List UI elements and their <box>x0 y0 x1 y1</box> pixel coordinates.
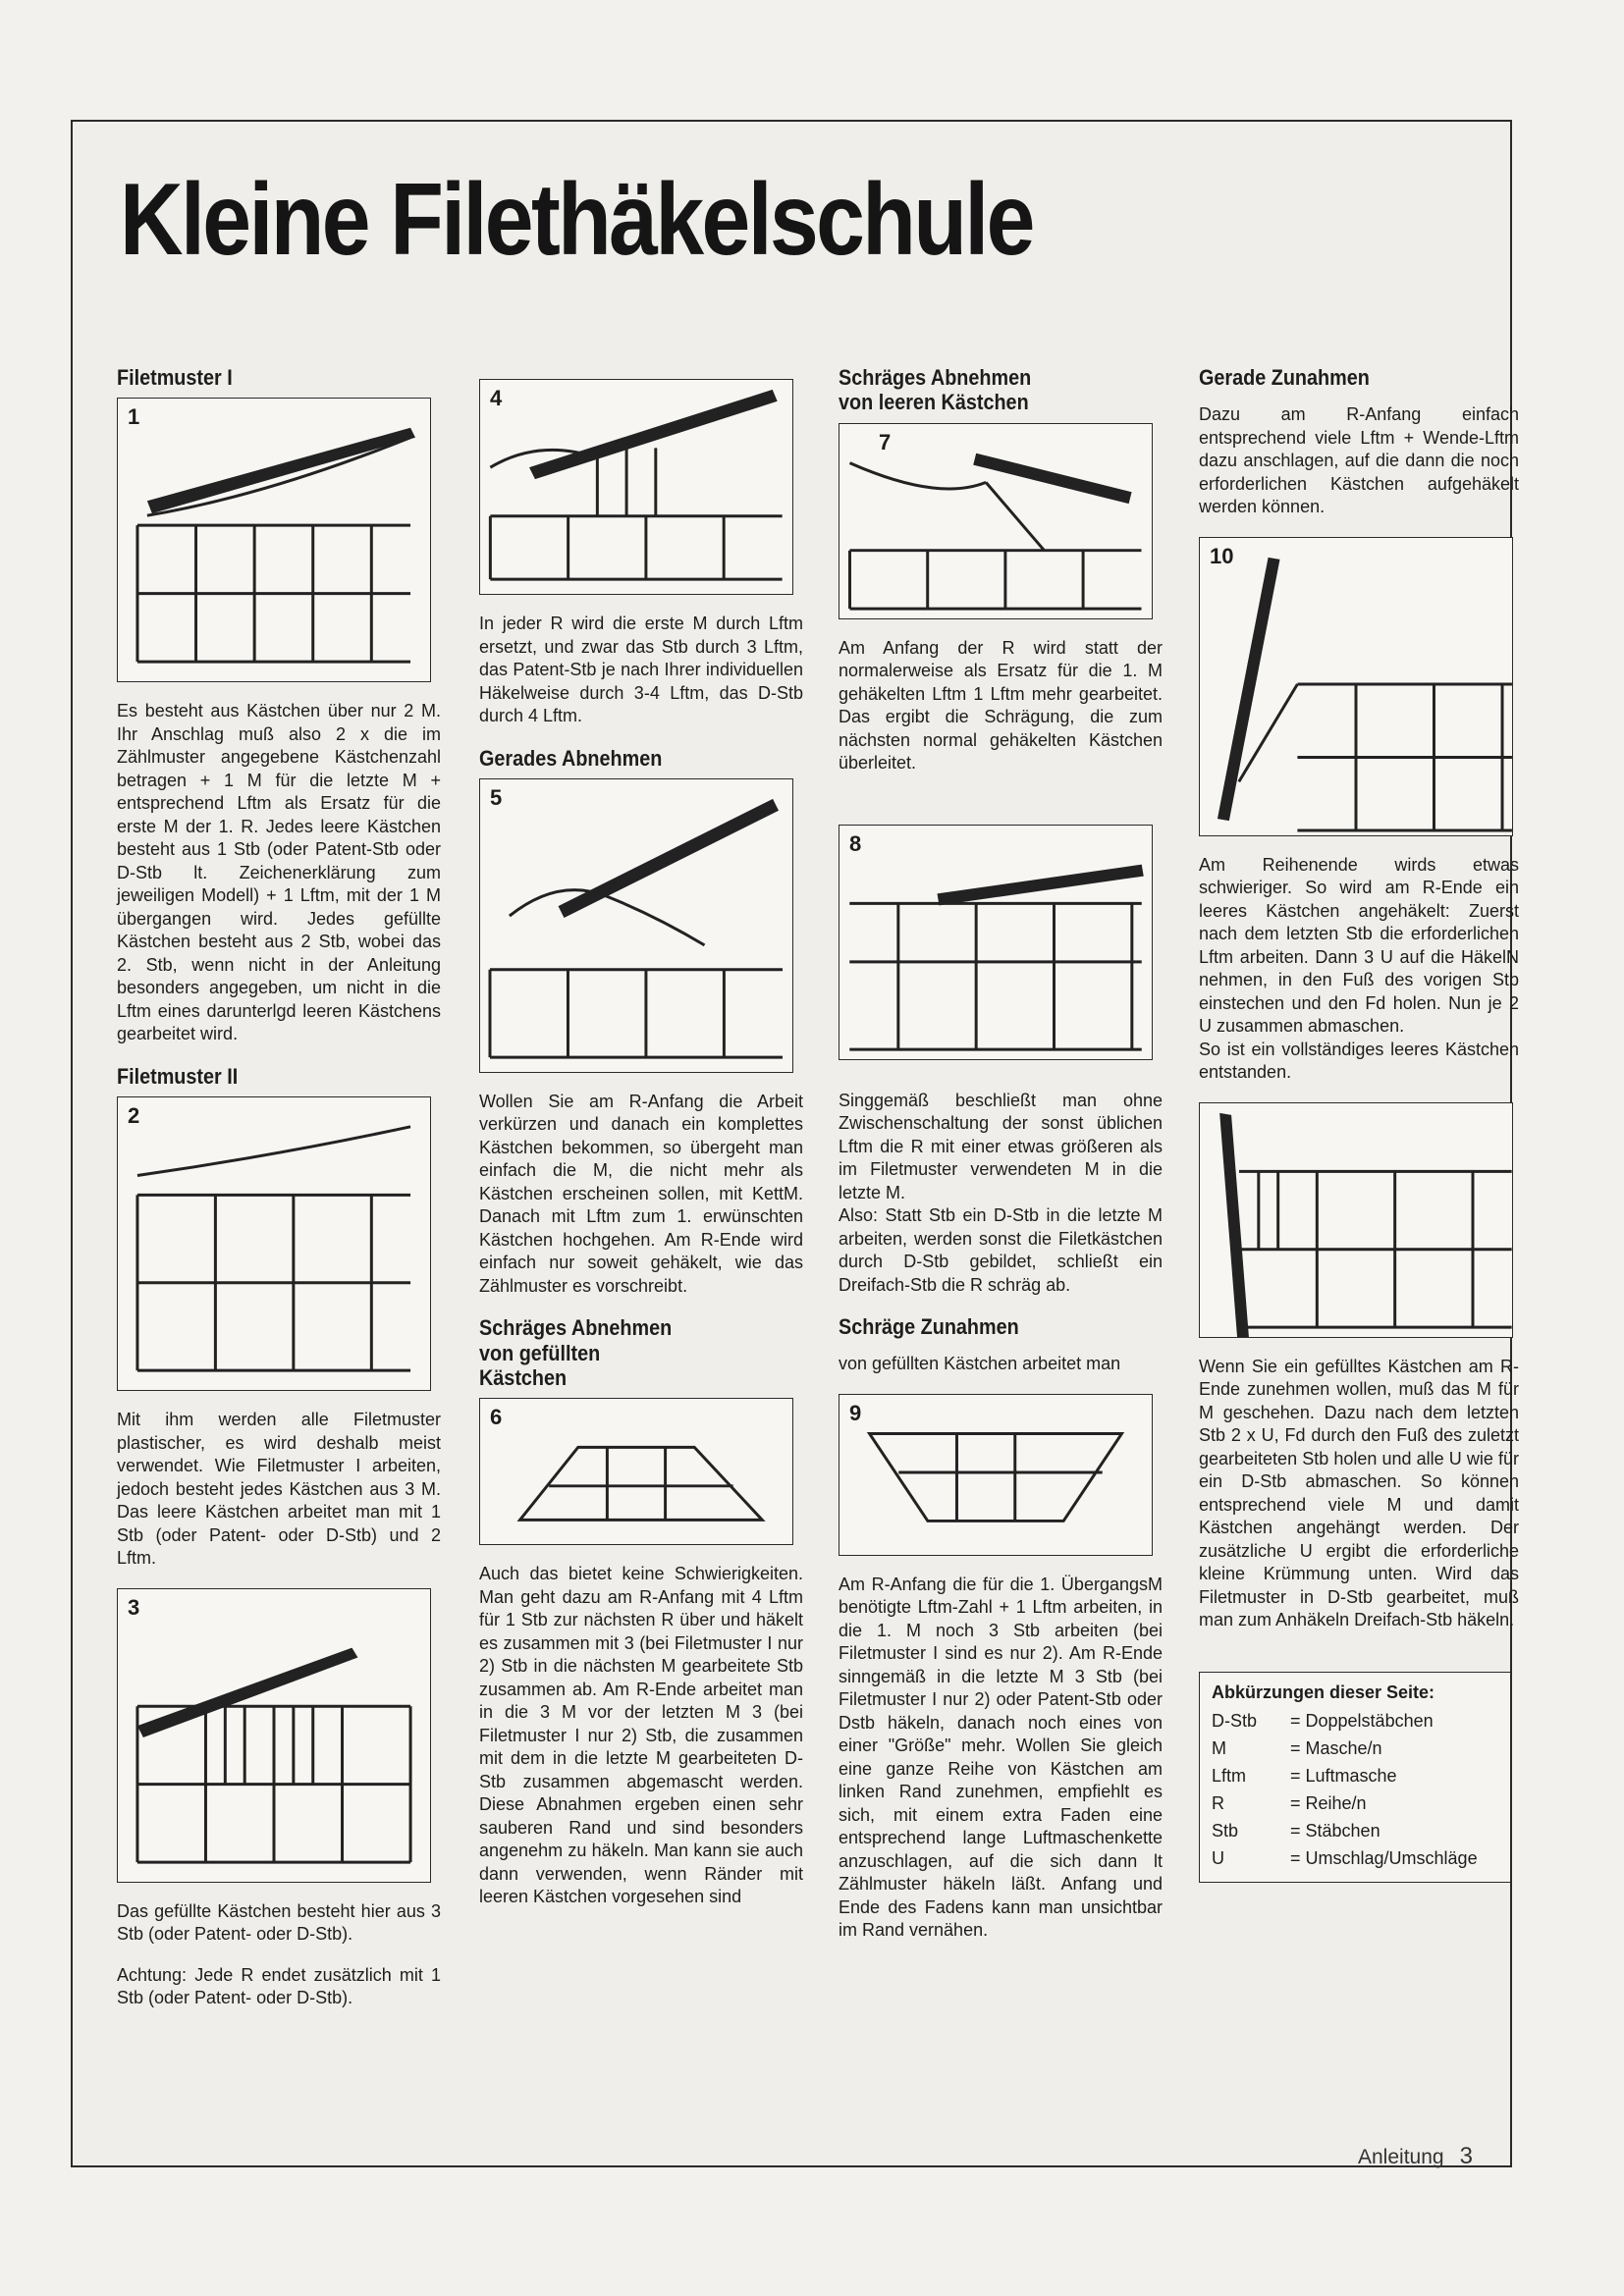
figure-5 <box>479 778 793 1073</box>
figure-number: 3 <box>128 1594 140 1620</box>
figure-7 <box>839 423 1153 619</box>
column-3 <box>839 365 1163 1943</box>
figure-number: 5 <box>490 784 503 810</box>
figure-10 <box>1199 537 1513 836</box>
text-gerades-abnehmen: Wollen Sie am R-Anfang die Arbeit verkürzen und danach ein komplettes Kästchen bekommen, so übergeht man einfach die M, die nicht mehr als Kästchen erscheinen sollen, mit KettM. Danach mit Lftm zum 1. erwünschten Kästchen hochgehen. Am R-Ende wird einfach nur soweit gehäkelt, wie das Zählmuster es vorschreibt. <box>479 1091 803 1296</box>
crochet-decrease-illustration <box>480 779 792 1072</box>
crochet-row-start-illustration <box>480 380 792 594</box>
text-reihenende: Am Reihenende wirds etwas schwieriger. So wird am R-Ende ein leeres Kästchen angehäkelt: Zuerst nach dem letzten Stb die erforderlichen Lftm arbeiten. Dann 3 U auf die HäkelN nehmen, in den Fuß des vorigen Stb einstechen und den Fd holen. Nun je 2 U zusammen abmaschen. <box>1199 854 1519 1037</box>
text-row-start: In jeder R wird die erste M durch Lftm ersetzt, und zwar das Stb durch 3 Lftm, das Patent-Stb je nach Ihrer individuellen Häkelweise durch 3-4 Lftm, das D-Stb durch 4 Lftm. <box>479 614 803 725</box>
text-gerade-zunahmen: Dazu am R-Anfang einfach entsprechend viele Lftm + Wende-Lftm dazu anschlagen, auf die dann die noch erforderlichen Kästchen aufgehäkelt werden können. <box>1199 404 1519 517</box>
figure-11 <box>1199 1102 1513 1338</box>
text-row-end: Singgemäß beschließt man ohne Zwischenschaltung der sonst üblichen Lftm die R mit einer etwas größeren als im Filetmuster verwendeten M in die letzte M. <box>839 1090 1163 1202</box>
text-achtung: Achtung: Jede R endet zusätzlich mit 1 Stb (oder Patent- oder D-Stb). <box>117 1964 441 2008</box>
abbreviation-row: R = Reihe/n <box>1212 1792 1367 1813</box>
abbreviations-title: Abkürzungen dieser Seite: <box>1212 1682 1435 1702</box>
text-schraege-zunahmen-intro: von gefüllten Kästchen arbeitet man <box>839 1354 1121 1374</box>
crochet-row-end-illustration <box>839 826 1152 1059</box>
heading-schraege-zunahmen: Schräge Zunahmen <box>839 1314 1019 1340</box>
figure-number: 1 <box>128 404 140 430</box>
page-number: 3 <box>1459 2143 1473 2169</box>
text-filetmuster-1: Es besteht aus Kästchen über nur 2 M. Ihr Anschlag muß also 2 x die im Zählmuster angegebene Kästchenzahl betragen + 1 M für die letzte M + entsprechend Lftm als Ersatz für die erste M der 1. R. Jedes leere Kästchen besteht aus 1 Stb (oder Patent-Stb oder D-Stb lt. Zeichenerklärung zum jeweiligen Modell) + 1 Lftm, mit der 1 M übergangen wird. Jedes gefüllte Kästchen besteht aus 2 Stb, wobei das 2. Stb, wenn nicht in der Anleitung besonders angegeben, um nicht in die Lftm eines darunterlgd leeren Kästchens gearbeitet wird. <box>117 701 441 1044</box>
heading-filetmuster-2: Filetmuster II <box>117 1063 239 1089</box>
heading-filetmuster-1: Filetmuster I <box>117 365 233 390</box>
crochet-slant-decrease-illustration <box>480 1399 792 1544</box>
figure-8 <box>839 825 1153 1060</box>
crochet-increase-end-illustration <box>1200 538 1512 835</box>
crochet-filled-box-illustration <box>118 1589 430 1882</box>
column-1 <box>117 365 441 2010</box>
text-filetmuster-2: Mit ihm werden alle Filetmuster plastischer, es wird deshalb meist verwendet. Wie Filetmuster I arbeiten, jedoch besteht jedes Kästchen aus 3 M. Das leere Kästchen arbeitet man mit 1 Stb (oder Patent- oder D-Stb) und 2 Lftm. <box>117 1410 441 1569</box>
text-schraege-zunahmen: Am R-Anfang die für die 1. ÜbergangsM benötigte Lftm-Zahl + 1 Lftm arbeiten, in die 1. M noch 3 Stb arbeiten (bei Filetmuster I sind es nur 2). Am R-Ende sinngemäß in die letzte M 3 Stb (bei Filetmuster I nur 2) oder Patent-Stb oder Dstb häkeln, danach noch eines von einer "Größe" mehr. Wollen Sie gleich eine ganze Reihe von Kästchen am linken Rand zunehmen, empfiehlt es sich, mit einem extra Faden eine entsprechend lange Luftmaschenkette anzuschlagen, auf die sich dann lt Zählmuster häkeln läßt. Anfang und Ende des Fadens kann man unsichtbar im Rand vernähen. <box>839 1574 1163 1941</box>
abbreviation-row: D-Stb = Doppelstäbchen <box>1212 1710 1434 1731</box>
figure-9 <box>839 1394 1153 1556</box>
abbreviation-row: M = Masche/n <box>1212 1737 1382 1758</box>
column-2 <box>479 379 803 1909</box>
figure-number: 7 <box>879 429 892 454</box>
abbreviation-row: Stb = Stäbchen <box>1212 1820 1380 1841</box>
page-title: Kleine Filethäkelschule <box>120 163 1033 277</box>
figure-number: 2 <box>128 1103 140 1129</box>
text-filled-box: Das gefüllte Kästchen besteht hier aus 3 Stb (oder Patent- oder D-Stb). <box>117 1900 441 1945</box>
crochet-grid-illustration <box>118 399 430 681</box>
figure-3 <box>117 1588 431 1883</box>
crochet-filled-increase-illustration <box>1200 1103 1512 1337</box>
figure-4 <box>479 379 793 595</box>
figure-number: 4 <box>490 386 503 410</box>
crochet-grid-illustration <box>118 1097 430 1390</box>
figure-1 <box>117 398 431 682</box>
abbreviation-row: U = Umschlag/Umschläge <box>1212 1847 1478 1868</box>
abbreviation-row: Lftm = Luftmasche <box>1212 1765 1397 1786</box>
text-also: Also: Statt Stb ein D-Stb in die letzte M arbeiten, werden sonst die Filetkästchen durch D-Stb gebildet, schließt ein Dreifach-Stb die R schräg ab. <box>839 1205 1163 1295</box>
footer-label: Anleitung <box>1358 2146 1444 2168</box>
figure-number: 9 <box>849 1400 862 1425</box>
figure-number: 8 <box>849 830 862 856</box>
figure-2 <box>117 1096 431 1391</box>
page-footer <box>1358 2143 1473 2170</box>
heading-schraeges-abnehmen-leer: Schräges Abnehmen von leeren Kästchen <box>839 365 1032 415</box>
page-frame <box>71 120 1519 2167</box>
heading-schraeges-abnehmen-gefuellt: Schräges Abnehmen von gefüllten Kästchen <box>479 1315 673 1390</box>
crochet-slant-increase-illustration <box>839 1395 1152 1555</box>
heading-gerades-abnehmen: Gerades Abnehmen <box>479 745 663 771</box>
text-schraeges-abnehmen-leer: Am Anfang der R wird statt der normalerweise als Ersatz für die 1. M gehäkelten Lftm 1 Lftm mehr gearbeitet. Das ergibt die Schrägung, die zum nächsten normal gehäkelten Kästchen überleitet. <box>839 637 1163 774</box>
figure-number: 6 <box>490 1405 503 1430</box>
column-4 <box>1199 365 1519 1883</box>
figure-number: 10 <box>1210 543 1234 568</box>
text-leeres-kaestchen: So ist ein vollständiges leeres Kästchen entstanden. <box>1199 1039 1519 1083</box>
text-gefuelltes-kaestchen: Wenn Sie ein gefülltes Kästchen am R-Ende zunehmen wollen, muß das M für M geschehen. Dazu nach dem letzten Stb 2 x U, Fd durch den Fuß des zuletzt gearbeiteten Stb holen und alle U wie für ein D-Stb abmaschen. So können entsprechend viele M und damit Kästchen angehängt werden. Der zusätzliche U ergibt die erforderliche kleine Krümmung unten. Wird das Filetmuster in D-Stb gearbeitet, muß man zum Anhäkeln Dreifach-Stb häkeln. <box>1199 1356 1519 1630</box>
figure-6 <box>479 1398 793 1545</box>
text-schraeges-abnehmen-gefuellt: Auch das bietet keine Schwierigkeiten. Man geht dazu am R-Anfang mit 4 Lftm für 1 Stb zur nächsten R über und häkelt es zusammen mit 3 (bei Filetmuster I nur 2) Stb in die nächsten M gearbeitete Stb zusammen ab. Am R-Ende arbeitet man in die 3 M vor der letzten M 3 (bei Filetmuster I nur 2) Stb, die zusammen mit dem in die letzte M gearbeiteten D-Stb zusammen abgemascht werden. Diese Abnahmen ergeben einen sehr sauberen Rand und sind besonders angenehm zu häkeln. Man kann sie auch dann verwenden, wenn Ränder mit leeren Kästchen vorgesehen sind <box>479 1564 803 1907</box>
heading-gerade-zunahmen: Gerade Zunahmen <box>1199 365 1370 390</box>
abbreviations-box <box>1199 1672 1511 1883</box>
